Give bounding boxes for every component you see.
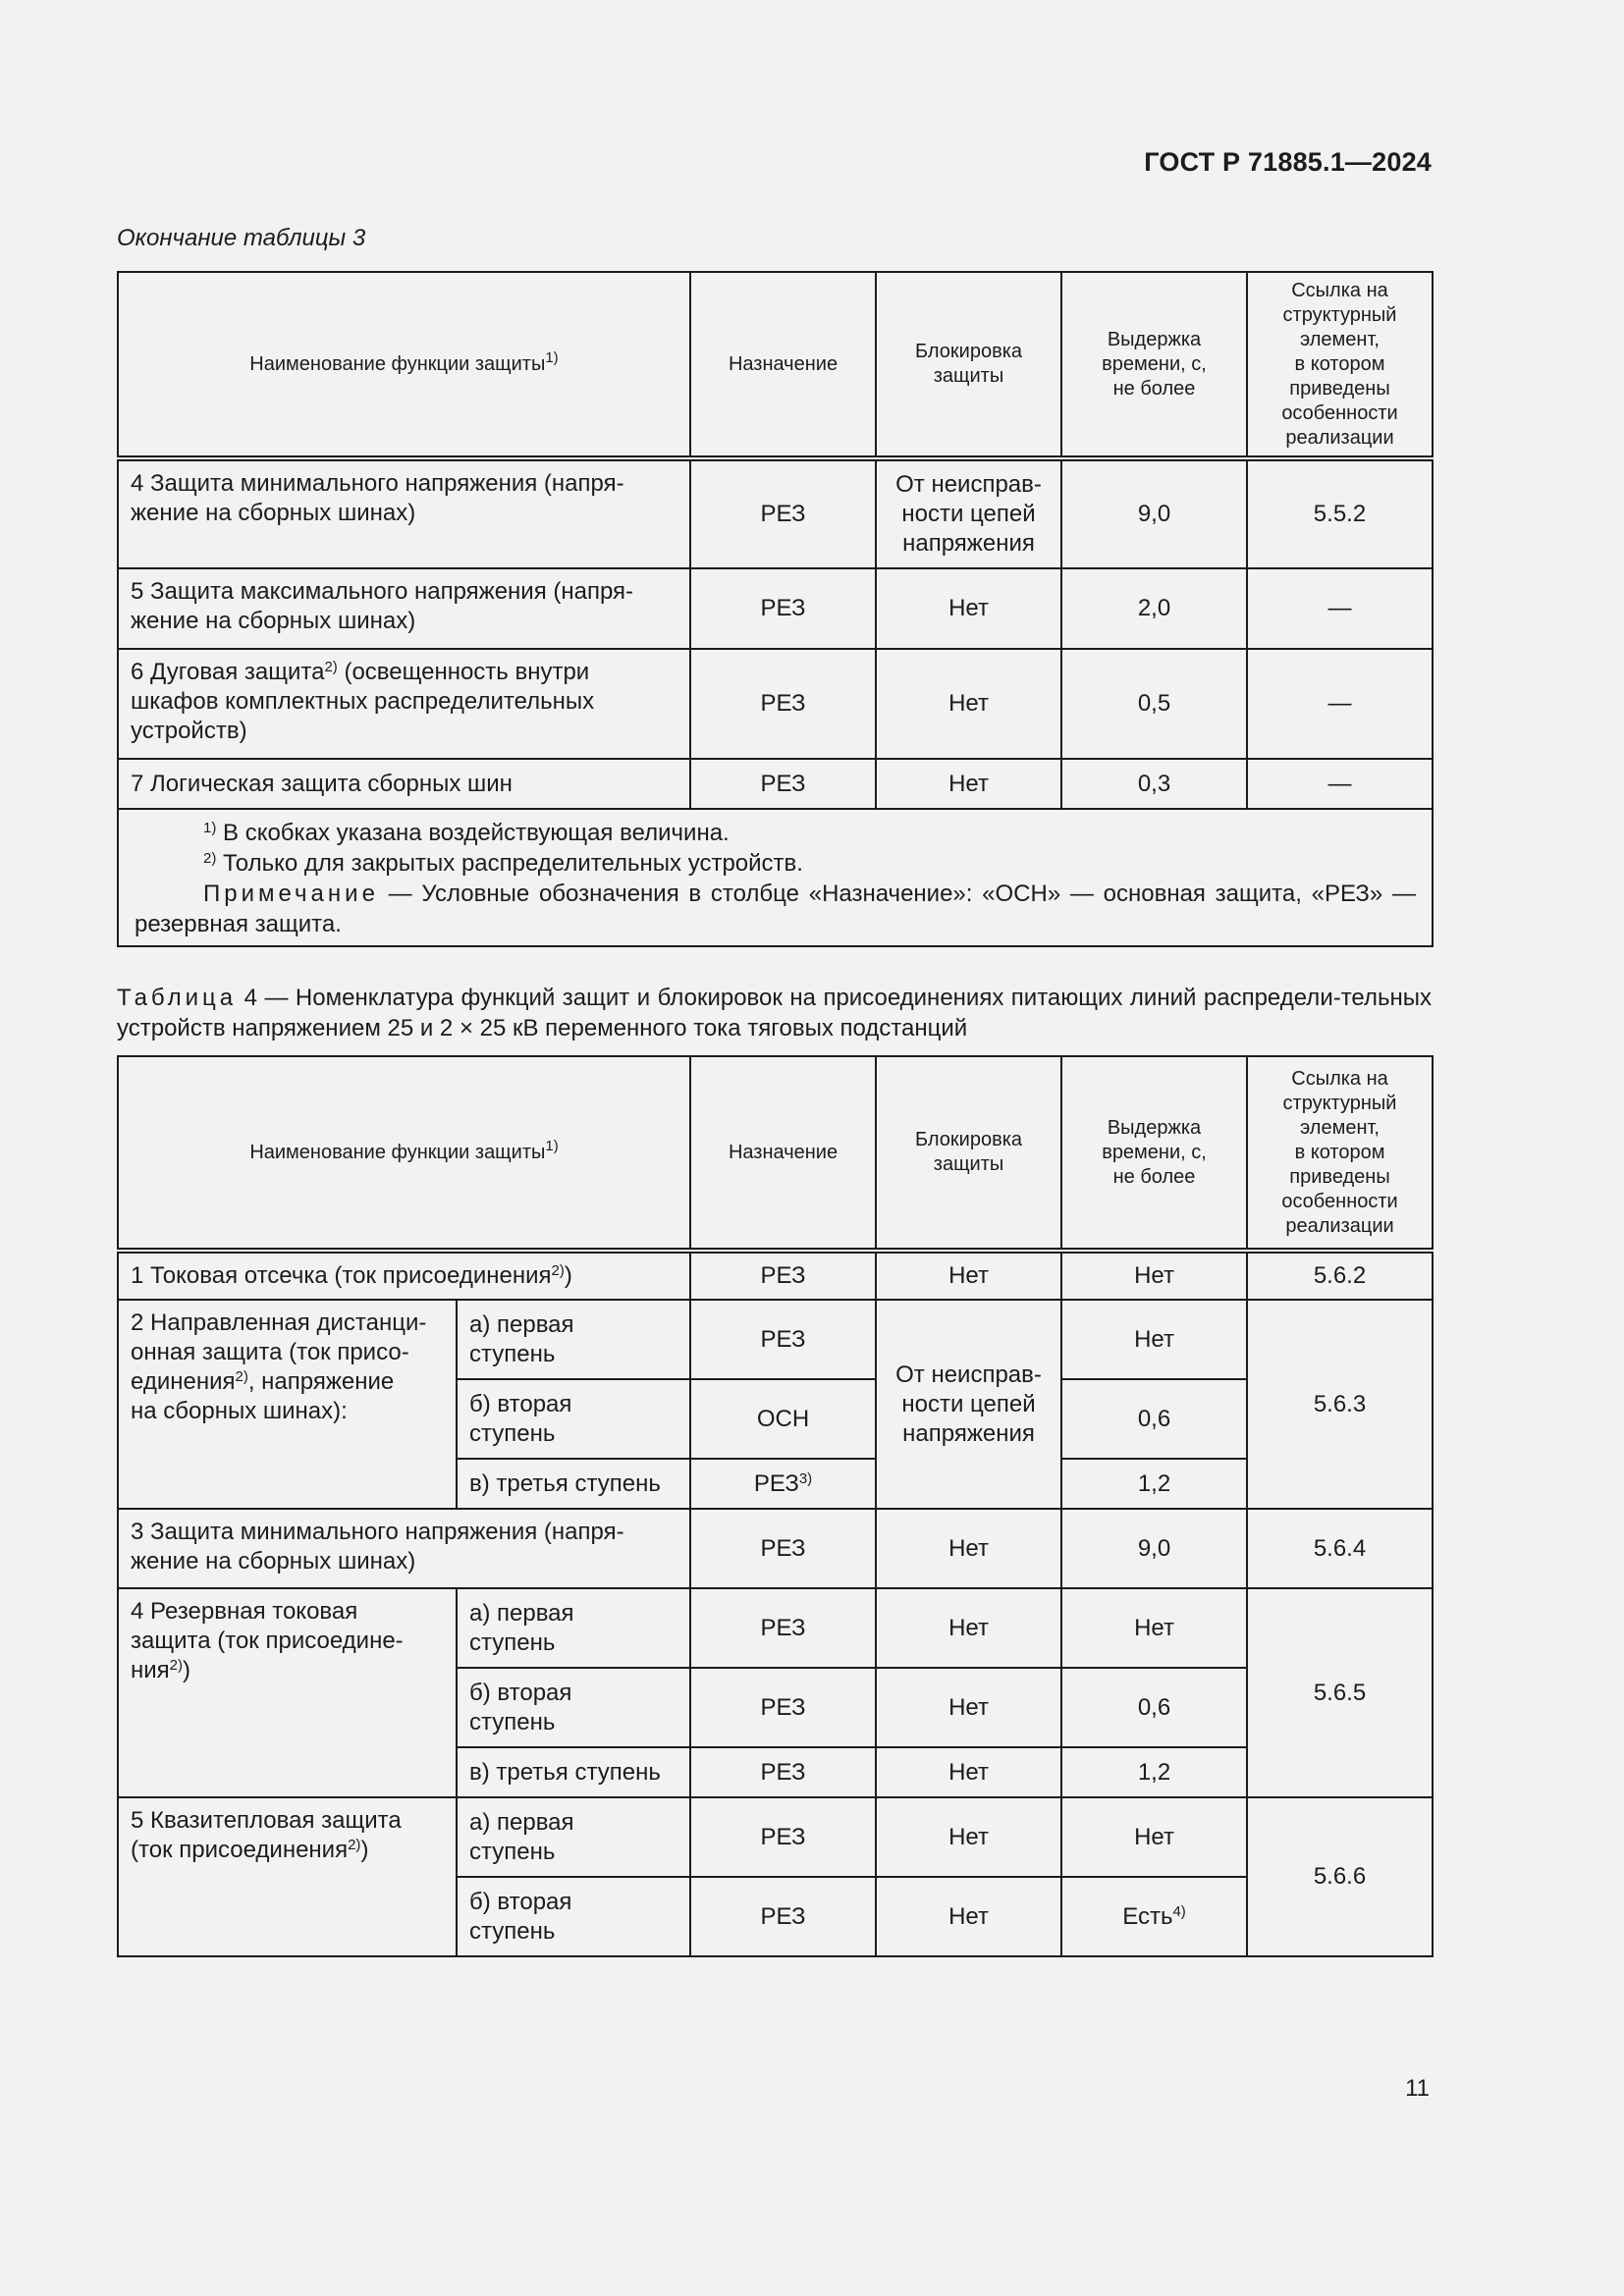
cell-purpose: РЕЗ — [690, 1877, 876, 1956]
cell-purpose: ОСН — [690, 1379, 876, 1459]
table-3 — [117, 271, 1434, 947]
table-row — [118, 759, 1433, 809]
header-cell-function-name: Наименование функции защиты$^{1)}$ — [118, 272, 690, 458]
cell-reference: — — [1247, 759, 1433, 809]
footnotes-cell — [118, 809, 1433, 946]
cell-reference: — — [1247, 649, 1433, 759]
header-cell-purpose: Назначение — [690, 1056, 876, 1251]
cell-blocking: Нет — [876, 1797, 1061, 1877]
header-cell-purpose: Назначение — [690, 272, 876, 458]
cell-blocking: Нет — [876, 1509, 1061, 1588]
cell-purpose: РЕЗ — [690, 1509, 876, 1588]
table3-caption: Окончание таблицы 3 — [117, 225, 366, 251]
header-cell-reference: Ссылка на структурный элемент, в котором приведены особенности реализации — [1247, 1056, 1433, 1251]
cell-delay: 9,0 — [1061, 1509, 1247, 1588]
cell-stage: б) вторая ступень — [457, 1379, 690, 1459]
cell-blocking: От неисправ- ности цепей напряжения — [876, 1300, 1061, 1509]
cell-delay: 0,5 — [1061, 649, 1247, 759]
cell-stage: а) первая ступень — [457, 1797, 690, 1877]
cell-delay: 9,0 — [1061, 458, 1247, 568]
cell-delay: 1,2 — [1061, 1747, 1247, 1797]
cell-delay: Нет — [1061, 1251, 1247, 1300]
cell-function-name: 5 Квазитепловая защита (ток присоединения$^{2)}$) — [118, 1797, 457, 1956]
cell-delay: 0,6 — [1061, 1379, 1247, 1459]
cell-delay: 0,6 — [1061, 1668, 1247, 1747]
header-cell-delay: Выдержка времени, с, не более — [1061, 272, 1247, 458]
footnote-1: $^{1)}$ В скобках указана воздействующая величина. — [203, 820, 730, 846]
cell-function-name: 5 Защита максимального напряжения (напря- жение на сборных шинах) — [118, 568, 690, 649]
cell-delay: Нет — [1061, 1300, 1247, 1379]
footnote-2: $^{2)}$ Только для закрытых распределительных устройств. — [203, 850, 803, 877]
cell-reference: 5.6.3 — [1247, 1300, 1433, 1509]
cell-reference: 5.5.2 — [1247, 458, 1433, 568]
cell-delay: 2,0 — [1061, 568, 1247, 649]
cell-purpose: РЕЗ — [690, 1668, 876, 1747]
cell-reference: 5.6.6 — [1247, 1797, 1433, 1956]
cell-purpose: РЕЗ — [690, 458, 876, 568]
cell-purpose: РЕЗ — [690, 759, 876, 809]
cell-blocking: Нет — [876, 1588, 1061, 1668]
table-row — [118, 568, 1433, 649]
header-cell-delay: Выдержка времени, с, не более — [1061, 1056, 1247, 1251]
cell-purpose: РЕЗ — [690, 568, 876, 649]
cell-stage: а) первая ступень — [457, 1300, 690, 1379]
cell-reference: 5.6.5 — [1247, 1588, 1433, 1797]
cell-purpose: РЕЗ — [690, 1588, 876, 1668]
cell-purpose: РЕЗ — [690, 1300, 876, 1379]
cell-function-name: 2 Направленная дистанци- онная защита (ток присо- единения$^{2)}$, напряжение на сборных шинах): — [118, 1300, 457, 1509]
cell-function-name: 7 Логическая защита сборных шин — [118, 759, 690, 809]
header-cell-blocking: Блокировка защиты — [876, 272, 1061, 458]
table-row — [118, 1300, 1433, 1379]
table-header-row — [118, 1056, 1433, 1251]
header-cell-function-name: Наименование функции защиты$^{1)}$ — [118, 1056, 690, 1251]
table-4 — [117, 1055, 1434, 1957]
cell-delay: Есть$^{4)}$ — [1061, 1877, 1247, 1956]
cell-blocking: Нет — [876, 649, 1061, 759]
cell-blocking: Нет — [876, 568, 1061, 649]
document-code: ГОСТ Р 71885.1—2024 — [1144, 147, 1432, 177]
cell-stage: б) вторая ступень — [457, 1668, 690, 1747]
cell-reference: 5.6.2 — [1247, 1251, 1433, 1300]
table-row — [118, 1588, 1433, 1668]
cell-function-name: 4 Резервная токовая защита (ток присоедине- ния$^{2)}$) — [118, 1588, 457, 1797]
cell-stage: в) третья ступень — [457, 1459, 690, 1509]
cell-delay: Нет — [1061, 1588, 1247, 1668]
header-cell-blocking: Блокировка защиты — [876, 1056, 1061, 1251]
cell-purpose: РЕЗ — [690, 649, 876, 759]
cell-blocking: От неисправ- ности цепей напряжения — [876, 458, 1061, 568]
cell-delay: 1,2 — [1061, 1459, 1247, 1509]
cell-reference: — — [1247, 568, 1433, 649]
cell-reference: 5.6.4 — [1247, 1509, 1433, 1588]
cell-delay: Нет — [1061, 1797, 1247, 1877]
cell-blocking: Нет — [876, 1877, 1061, 1956]
table-note: Примечание — Условные обозначения в столбце «Назначение»: «ОСН» — основная защита, «РЕЗ» — резервная защита. — [135, 881, 1416, 937]
cell-function-name: 6 Дуговая защита$^{2)}$ (освещенность внутри шкафов комплектных распределительных устройств) — [118, 649, 690, 759]
cell-function-name: 3 Защита минимального напряжения (напря- жение на сборных шинах) — [118, 1509, 690, 1588]
cell-stage: б) вторая ступень — [457, 1877, 690, 1956]
cell-stage: а) первая ступень — [457, 1588, 690, 1668]
cell-blocking: Нет — [876, 1251, 1061, 1300]
cell-function-name: 1 Токовая отсечка (ток присоединения$^{2)}$) — [118, 1251, 690, 1300]
cell-blocking: Нет — [876, 1668, 1061, 1747]
table-footnotes-row — [118, 809, 1433, 946]
table-row — [118, 1251, 1433, 1300]
table4-title: Таблица 4 — Номенклатура функций защит и блокировок на присоединениях питающих линий распредели-тельных устройств напряжением 25 и 2 × 25 кВ переменного тока тяговых подстанций — [117, 985, 1432, 1041]
cell-purpose: РЕЗ$^{3)}$ — [690, 1459, 876, 1509]
table-row — [118, 1797, 1433, 1877]
cell-purpose: РЕЗ — [690, 1747, 876, 1797]
table-row — [118, 1509, 1433, 1588]
header-cell-reference: Ссылка на структурный элемент, в котором приведены особенности реализации — [1247, 272, 1433, 458]
table-row — [118, 458, 1433, 568]
page-number: 11 — [1405, 2075, 1430, 2102]
table-header-row — [118, 272, 1433, 458]
cell-purpose: РЕЗ — [690, 1251, 876, 1300]
cell-stage: в) третья ступень — [457, 1747, 690, 1797]
cell-blocking: Нет — [876, 1747, 1061, 1797]
table-row — [118, 649, 1433, 759]
cell-delay: 0,3 — [1061, 759, 1247, 809]
cell-purpose: РЕЗ — [690, 1797, 876, 1877]
cell-function-name: 4 Защита минимального напряжения (напря- жение на сборных шинах) — [118, 458, 690, 568]
cell-blocking: Нет — [876, 759, 1061, 809]
